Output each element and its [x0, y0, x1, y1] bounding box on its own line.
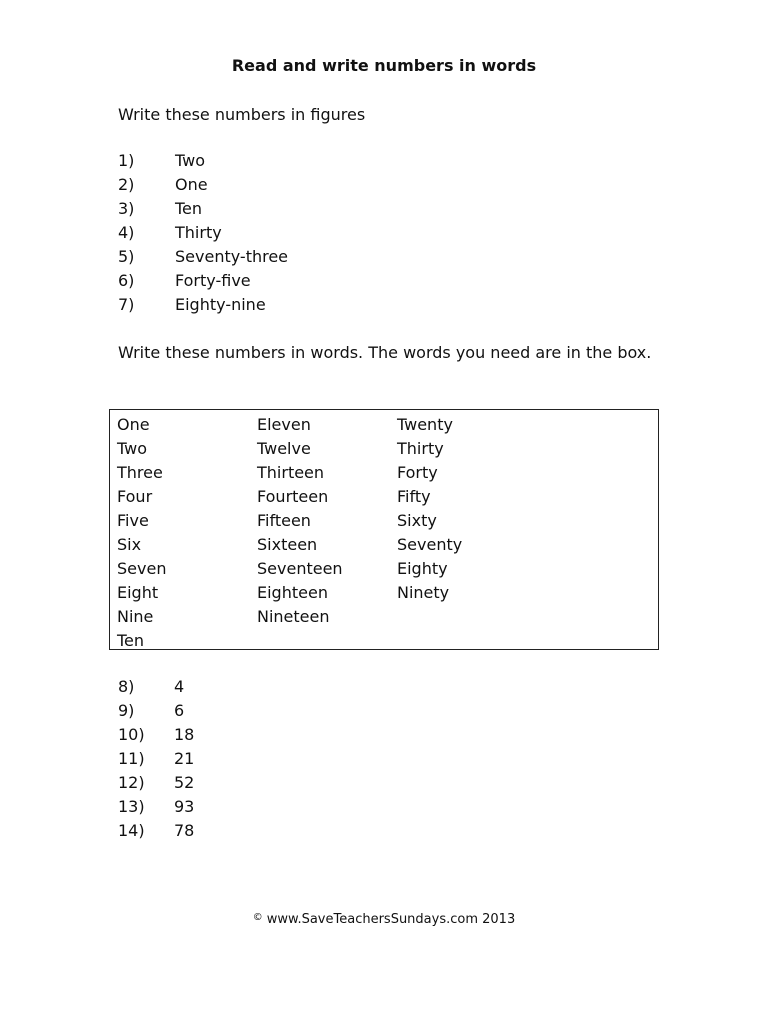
list-item [118, 699, 194, 723]
word-box [109, 409, 659, 650]
word-column-tens [397, 413, 462, 605]
copyright-icon: © [252, 912, 263, 923]
list-item [118, 675, 194, 699]
word-item: One [117, 415, 150, 434]
word-item: Four [117, 487, 153, 506]
word-item: Fifty [397, 487, 431, 506]
list-item [118, 197, 288, 221]
footer [0, 912, 768, 927]
word-item: Nineteen [257, 607, 330, 626]
word-item: Ninety [397, 583, 450, 602]
question-text: 93 [174, 797, 195, 816]
word-item: Sixteen [257, 535, 318, 554]
list-item [118, 723, 194, 747]
question-text: Ten [175, 199, 203, 218]
word-item: Fifteen [257, 511, 311, 530]
word-item: Eighty [397, 559, 448, 578]
list-item [118, 149, 288, 173]
question-number: 13) [118, 797, 145, 816]
question-number: 8) [118, 677, 135, 696]
question-text: 6 [174, 701, 185, 720]
word-item: Eight [117, 583, 159, 602]
list-item [118, 771, 194, 795]
word-item: Eighteen [257, 583, 328, 602]
list-item [118, 795, 194, 819]
question-number: 10) [118, 725, 145, 744]
word-item: Six [117, 535, 142, 554]
word-item: Three [117, 463, 163, 482]
question-number: 11) [118, 749, 145, 768]
question-text: Two [175, 151, 205, 170]
question-text: Forty-five [175, 271, 251, 290]
question-number: 14) [118, 821, 145, 840]
list-item [118, 293, 288, 317]
list-item [118, 221, 288, 245]
question-number: 9) [118, 701, 135, 720]
list-item [118, 269, 288, 293]
word-column-units [117, 413, 166, 653]
question-text: 4 [174, 677, 185, 696]
list-item [118, 245, 288, 269]
word-item: Sixty [397, 511, 437, 530]
instruction-words: Write these numbers in words. The words you need are in the box. [118, 343, 652, 362]
instruction-figures: Write these numbers in figures [118, 105, 366, 124]
word-item: Thirteen [257, 463, 325, 482]
question-text: 18 [174, 725, 195, 744]
question-text: Eighty-nine [175, 295, 266, 314]
word-item: Two [117, 439, 147, 458]
question-number: 1) [118, 151, 135, 170]
word-item: Fourteen [257, 487, 329, 506]
question-number: 6) [118, 271, 135, 290]
question-number: 2) [118, 175, 135, 194]
list-item [118, 747, 194, 771]
question-text: 52 [174, 773, 195, 792]
word-item: Thirty [397, 439, 444, 458]
question-text: 78 [174, 821, 195, 840]
question-number: 3) [118, 199, 135, 218]
question-list-words [118, 675, 194, 843]
word-item: Seven [117, 559, 167, 578]
word-item: Seventy [397, 535, 463, 554]
list-item [118, 819, 194, 843]
question-text: Seventy-three [175, 247, 289, 266]
question-number: 7) [118, 295, 135, 314]
question-number: 4) [118, 223, 135, 242]
question-text: One [175, 175, 208, 194]
list-item [118, 173, 288, 197]
question-list-figures [118, 149, 288, 317]
question-number: 5) [118, 247, 135, 266]
word-item: Forty [397, 463, 438, 482]
word-item: Eleven [257, 415, 311, 434]
word-item: Nine [117, 607, 154, 626]
word-item: Seventeen [257, 559, 343, 578]
page-title: Read and write numbers in words [231, 56, 537, 75]
word-item: Ten [117, 631, 145, 650]
word-item: Twelve [257, 439, 311, 458]
word-item: Twenty [397, 415, 453, 434]
footer-link-text[interactable]: www.SaveTeachersSundays.com 2013 [266, 912, 516, 927]
question-text: 21 [174, 749, 195, 768]
word-item: Five [117, 511, 149, 530]
question-text: Thirty [175, 223, 222, 242]
question-number: 12) [118, 773, 145, 792]
word-column-teens [257, 413, 343, 629]
